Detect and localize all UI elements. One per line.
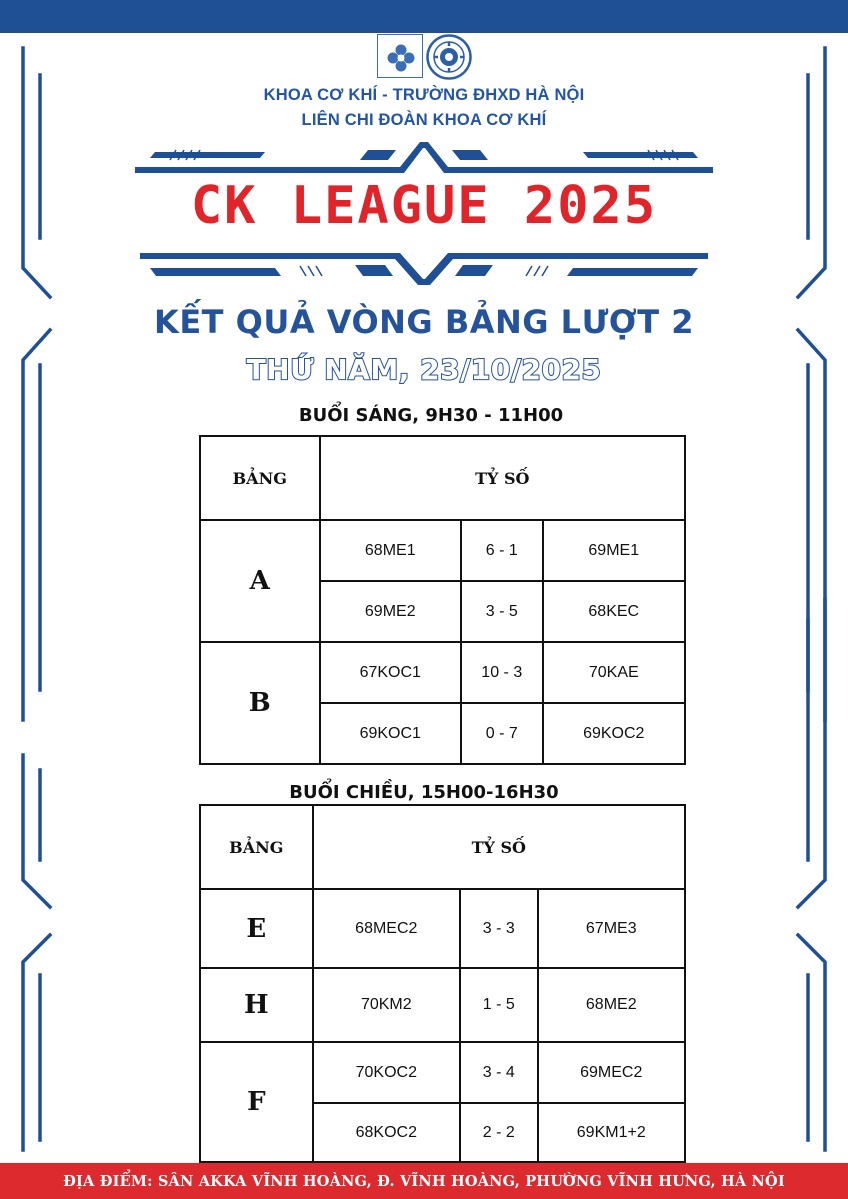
group-name: B: [200, 642, 320, 764]
org-line-2: LIÊN CHI ĐOÀN KHOA CƠ KHÍ: [301, 111, 547, 129]
match-score: 0 - 7: [461, 703, 543, 764]
home-team: 70KM2: [313, 968, 460, 1042]
home-team: 68MEC2: [313, 889, 460, 968]
match-score: 3 - 5: [461, 581, 543, 642]
afternoon-results-table: [199, 804, 686, 1163]
table-row: [200, 520, 685, 581]
away-team: 68ME2: [538, 968, 685, 1042]
home-team: 68KOC2: [313, 1103, 460, 1162]
home-team: 68ME1: [320, 520, 461, 581]
match-score: 3 - 4: [460, 1042, 538, 1103]
venue-text: ĐỊA ĐIỂM: SÂN AKKA VĨNH HOÀNG, Đ. VĨNH HOÀNG, PHƯỜNG VĨNH HƯNG, HÀ NỘI: [63, 1172, 785, 1190]
home-team: 69ME2: [320, 581, 461, 642]
table-header-row: [200, 805, 685, 889]
group-name: F: [200, 1042, 313, 1162]
org-line-1: KHOA CƠ KHÍ - TRƯỜNG ĐHXD HÀ NỘI: [263, 86, 585, 104]
group-column-header: BẢNG: [200, 436, 320, 520]
table-row: [200, 889, 685, 968]
afternoon-session-label: BUỔI CHIỀU, 15H00-16H30: [289, 782, 559, 803]
away-team: 69KOC2: [543, 703, 685, 764]
group-name: H: [200, 968, 313, 1042]
table-row: [200, 642, 685, 703]
score-column-header: TỶ SỐ: [313, 805, 685, 889]
match-score: 1 - 5: [460, 968, 538, 1042]
morning-session-label: BUỔI SÁNG, 9H30 - 11H00: [298, 405, 564, 426]
table-header-row: [200, 436, 685, 520]
group-column-header: BẢNG: [200, 805, 313, 889]
table-row: [200, 1042, 685, 1103]
match-date: THỨ NĂM, 23/10/2025: [246, 353, 602, 386]
league-title: CK LEAGUE 2025: [190, 176, 658, 236]
away-team: 68KEC: [543, 581, 685, 642]
away-team: 69ME1: [543, 520, 685, 581]
match-score: 2 - 2: [460, 1103, 538, 1162]
morning-results-table: [199, 435, 686, 765]
home-team: 67KOC1: [320, 642, 461, 703]
away-team: 70KAE: [543, 642, 685, 703]
away-team: 67ME3: [538, 889, 685, 968]
score-column-header: TỶ SỐ: [320, 436, 685, 520]
group-name: A: [200, 520, 320, 642]
away-team: 69KM1+2: [538, 1103, 685, 1162]
match-score: 3 - 3: [460, 889, 538, 968]
home-team: 70KOC2: [313, 1042, 460, 1103]
title-ornament: [0, 0, 848, 300]
match-score: 10 - 3: [461, 642, 543, 703]
home-team: 69KOC1: [320, 703, 461, 764]
away-team: 69MEC2: [538, 1042, 685, 1103]
group-name: E: [200, 889, 313, 968]
table-row: [200, 968, 685, 1042]
round-title: KẾT QUẢ VÒNG BẢNG LƯỢT 2: [154, 303, 694, 341]
venue-footer: [0, 1163, 848, 1199]
match-score: 6 - 1: [461, 520, 543, 581]
